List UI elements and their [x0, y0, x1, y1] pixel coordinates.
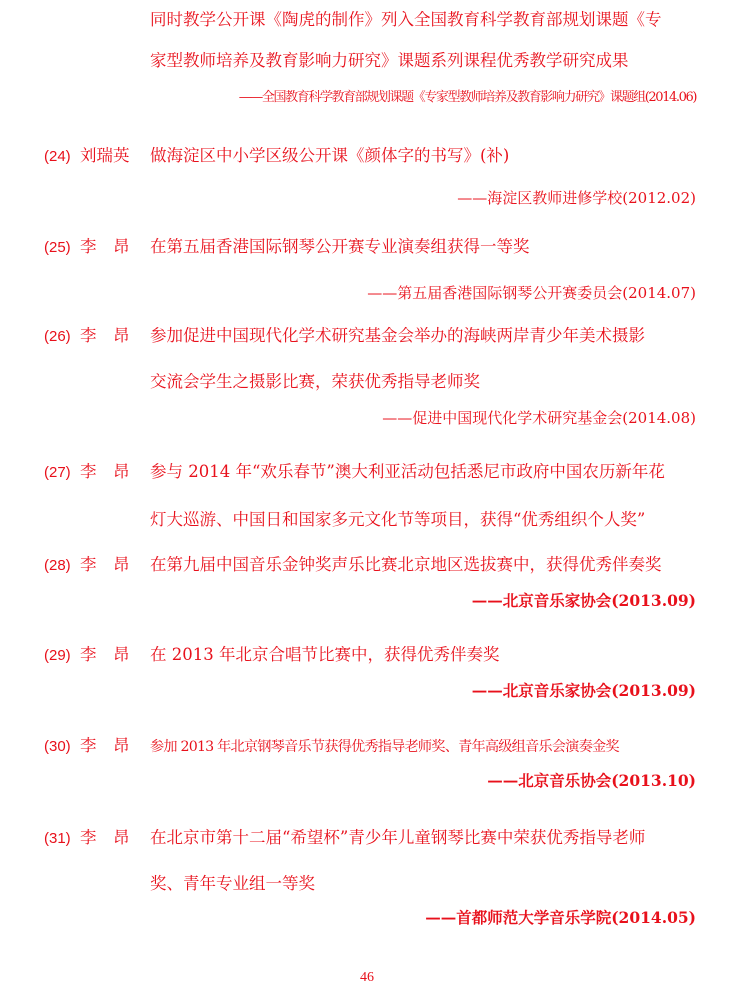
entry-27-line-2: 灯大巡游、中国日和国家多元文化节等项目，获得“优秀组织个人奖”	[150, 510, 646, 529]
entry-29-source: ——北京音乐家协会(2013.09)	[471, 681, 696, 700]
entry-26-line-2: 交流会学生之摄影比赛，荣获优秀指导老师奖	[150, 372, 480, 391]
entry-text: 做海淀区中小学区级公开课《颜体字的书写》(补)	[150, 146, 510, 165]
entry-number: (30)	[44, 738, 71, 755]
entry-30-source: ——北京音乐协会(2013.10)	[487, 771, 696, 790]
entry-31	[44, 828, 645, 849]
entry-24	[44, 146, 509, 167]
entry-name: 李 昂	[80, 645, 130, 664]
entry-name: 李 昂	[80, 555, 130, 574]
entry-name: 李 昂	[80, 462, 130, 481]
entry-number: (29)	[44, 647, 71, 664]
entry-text: 在第九届中国音乐金钟奖声乐比赛北京地区选拔赛中，获得优秀伴奏奖	[150, 555, 662, 574]
entry-name: 刘瑞英	[80, 146, 130, 165]
entry-number: (27)	[44, 464, 71, 481]
entry-text: 参与 2014 年“欢乐春节”澳大利亚活动包括悉尼市政府中国农历新年花	[150, 462, 665, 481]
entry-name: 李 昂	[80, 736, 130, 755]
entry-26-source: ——促进中国现代化学术研究基金会(2014.08)	[382, 409, 696, 427]
entry-name: 李 昂	[80, 828, 130, 847]
entry-25-source: ——第五届香港国际钢琴公开赛委员会(2014.07)	[367, 284, 696, 302]
entry-text: 在第五届香港国际钢琴公开赛专业演奏组获得一等奖	[150, 237, 530, 256]
entry-31-source: ——首都师范大学音乐学院(2014.05)	[425, 908, 696, 927]
entry-30	[44, 736, 619, 757]
entry-text: 在 2013 年北京合唱节比赛中，获得优秀伴奏奖	[150, 645, 500, 664]
entry-28	[44, 555, 662, 576]
entry-text: 在北京市第十二届“希望杯”青少年儿童钢琴比赛中荣获优秀指导老师	[150, 828, 646, 847]
entry-26	[44, 326, 645, 347]
entry-24-source: ——海淀区教师进修学校(2012.02)	[457, 189, 696, 207]
entry-29	[44, 645, 499, 666]
intro-line-2: 家型教师培养及教育影响力研究》课题系列课程优秀教学研究成果	[150, 51, 629, 70]
entry-number: (26)	[44, 328, 71, 345]
entry-text: 参加 2013 年北京钢琴音乐节获得优秀指导老师奖、青年高级组音乐会演奏金奖	[150, 739, 619, 755]
intro-line-1: 同时教学公开课《陶虎的制作》列入全国教育科学教育部规划课题《专	[150, 10, 662, 29]
entry-name: 李 昂	[80, 237, 130, 256]
entry-number: (24)	[44, 148, 71, 165]
page-number: 46	[360, 970, 374, 985]
entry-31-line-2: 奖、青年专业组一等奖	[150, 874, 315, 893]
entry-name: 李 昂	[80, 326, 130, 345]
entry-number: (31)	[44, 830, 71, 847]
entry-number: (28)	[44, 557, 71, 574]
intro-source: ——全国教育科学教育部规划课题《专家型教师培养及教育影响力研究》课题组(2014.06)	[238, 90, 696, 105]
entry-28-source: ——北京音乐家协会(2013.09)	[471, 591, 696, 610]
entry-25	[44, 237, 530, 258]
entry-text: 参加促进中国现代化学术研究基金会举办的海峡两岸青少年美术摄影	[150, 326, 645, 345]
entry-number: (25)	[44, 239, 71, 256]
entry-27	[44, 462, 665, 483]
